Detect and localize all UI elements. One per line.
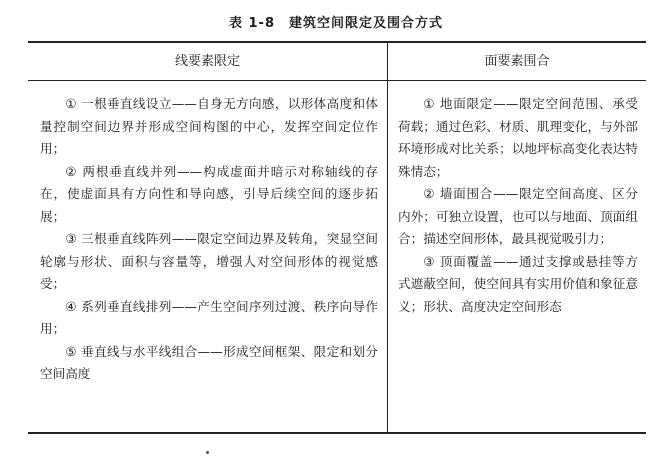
right-item-2: ② 墙面围合——限定空间高度、区分内外；可独立设置，也可以与地面、顶面组合；描述空间形体，最具视觉吸引力； xyxy=(398,186,638,246)
left-item-3: ③ 三根垂直线阵列——限定空间边界及转角，突显空间轮廓与形状、面积与容量等，增强人对空间形体的视觉感受； xyxy=(40,231,378,291)
left-column-cell xyxy=(40,93,378,386)
right-column-cell xyxy=(398,93,638,318)
left-item-5: ⑤ 垂直线与水平线组合——形成空间框架、限定和划分空间高度 xyxy=(40,343,378,381)
right-item-1: ① 地面限定——限定空间范围、承受荷载；通过色彩、材质、肌理变化，与外部环境形成对比关系；以地坪标高变化表达特殊情态； xyxy=(398,96,638,179)
table-bottom-rule xyxy=(28,432,646,434)
right-item-3: ③ 顶面覆盖——通过支撑或悬挂等方式遮蔽空间，使空间具有实用价值和象征意义；形状、高度决定空间形态 xyxy=(398,253,638,314)
left-item-1: ① 一根垂直线设立——自身无方向感，以形体高度和体量控制空间边界并形成空间构图的中心，发挥空间定位作用； xyxy=(40,96,378,156)
column-divider xyxy=(387,43,388,432)
left-item-4: ④ 系列垂直线排列——产生空间序列过渡、秩序向导作用； xyxy=(40,298,378,336)
table-number: 表 1-8 xyxy=(228,16,275,31)
header-line-elements: 线要素限定 xyxy=(174,54,240,69)
table-title: 建筑空间限定及围合方式 xyxy=(289,16,444,31)
scan-speck xyxy=(206,451,209,454)
header-surface-elements: 面要素围合 xyxy=(484,54,550,69)
table-header-rule xyxy=(28,80,646,81)
table-caption xyxy=(0,12,672,31)
left-item-2: ② 两根垂直线并列——构成虚面并暗示对称轴线的存在，使虚面具有方向性和导向感，引导后续空间的逐步拓展； xyxy=(40,163,378,224)
